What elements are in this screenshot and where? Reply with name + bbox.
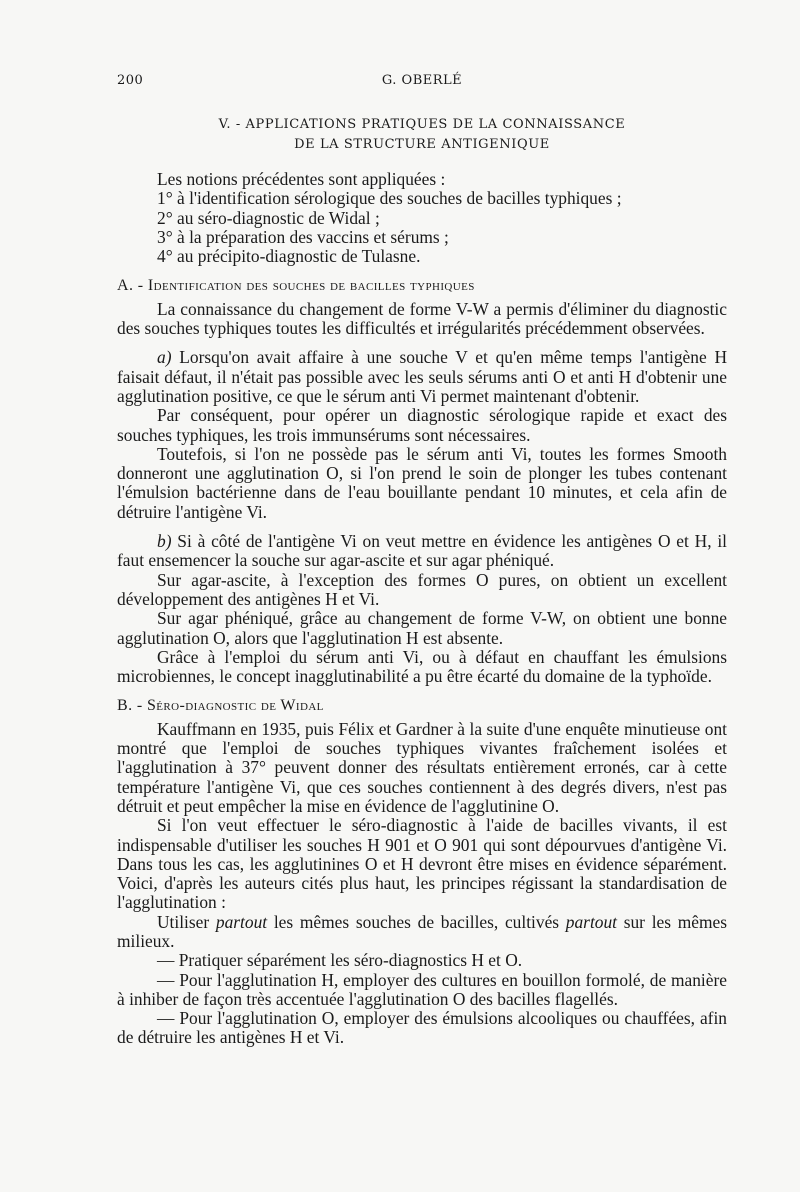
paragraph <box>117 348 727 406</box>
paragraph: — Pour l'agglutination H, employer des cultures en bouillon formolé, de manière à inhiber de façon très accentuée l'agglutination O des bacilles flagellés. <box>117 969 727 1009</box>
item-label: a) <box>157 347 172 368</box>
emphasis: partout <box>565 911 617 932</box>
page-number: 200 <box>117 73 144 88</box>
subsection-heading-a <box>117 276 727 295</box>
body-text <box>117 170 727 1048</box>
list-item: 3° à la préparation des vaccins et sérums ; <box>157 226 449 247</box>
section-title-line-1: V. - APPLICATIONS PRATIQUES DE LA CONNAISSANCE <box>218 117 626 132</box>
subsection-title: Identification des souches de bacilles typhiques <box>147 277 475 295</box>
text-run: les mêmes souches de bacilles, cultivés <box>267 911 566 932</box>
paragraph: Sur agar phéniqué, grâce au changement de forme V-W, on obtient une bonne agglutination O, alors que l'agglutination H est absente. <box>117 608 727 648</box>
paragraph: La connaissance du changement de forme V-W a permis d'éliminer du diagnostic des souches typhiques toutes les difficultés et irrégularités précédemment observées. <box>117 298 727 339</box>
list-item: 2° au séro-diagnostic de Widal ; <box>157 207 380 228</box>
list-item: 4° au précipito-diagnostic de Tulasne. <box>157 246 421 267</box>
section-title-line-2: DE LA STRUCTURE ANTIGENIQUE <box>294 137 550 152</box>
item-label: b) <box>157 531 172 552</box>
paragraph-text: Si à côté de l'antigène Vi on veut mettre en évidence les antigènes O et H, il faut ensemencer la souche sur agar-ascite et sur agar phéniqué. <box>117 531 727 571</box>
list-item: 1° à l'identification sérologique des souches de bacilles typhiques ; <box>157 188 622 209</box>
text-run: sur les mêmes milieux. <box>117 911 727 951</box>
running-title: G. OBERLÉ <box>381 73 463 88</box>
subsection-label: A. - <box>117 277 148 295</box>
paragraph: Grâce à l'emploi du sérum anti Vi, ou à défaut en chauffant les émulsions microbiennes, le concept inagglutinabilité a pu être écarté du domaine de la typhoïde. <box>117 646 727 687</box>
paragraph: Si l'on veut effectuer le séro-diagnostic à l'aide de bacilles vivants, il est indispensable d'utiliser les souches H 901 et O 901 qui sont dépourvues d'antigène Vi. Dans tous les cas, les agglutinines O et H devront être mises en évidence séparément. Voici, d'après les auteurs cités plus haut, les principes régissant la standardisation de l'agglutination : <box>117 815 727 913</box>
paragraph-text: Lorsqu'on avait affaire à une souche V et qu'en même temps l'antigène H faisait défaut, il n'était pas possible avec les seuls sérums anti O et anti H d'obtenir une agglutination positive, ce que le sérum anti Vi permet maintenant d'obtenir. <box>117 347 727 406</box>
paragraph: Par conséquent, pour opérer un diagnostic sérologique rapide et exact des souches typhiques, les trois immunsérums sont nécessaires. <box>117 405 727 445</box>
subsection-label: B. - <box>117 697 147 715</box>
subsection-title: Séro-diagnostic de Widal <box>147 697 324 715</box>
paragraph <box>117 532 727 571</box>
subsection-heading-b <box>117 696 727 715</box>
paragraph: — Pratiquer séparément les séro-diagnostics H et O. <box>157 950 523 971</box>
paragraph: Kauffmann en 1935, puis Félix et Gardner à la suite d'une enquête minutieuse ont montré que l'emploi de souches typhiques vivantes fraîchement isolées et l'agglutination à 37° peuvent donner des résultats entièrement erronés, car à cette température l'antigène Vi, que ces souches contiennent à des degrés divers, n'est pas détruit et peut empêcher la mise en évidence de l'agglutinine O. <box>117 718 727 816</box>
paragraph: Toutefois, si l'on ne possède pas le sérum anti Vi, toutes les formes Smooth donneront une agglutination O, si l'on prend le soin de plonger les tubes contenant l'émulsion bactérienne dans de l'eau bouillante pendant 10 minutes, et cela afin de détruire l'antigène Vi. <box>117 443 727 522</box>
paragraph: Sur agar-ascite, à l'exception des formes O pures, on obtient un excellent développement des antigènes H et Vi. <box>117 569 727 609</box>
paragraph: — Pour l'agglutination O, employer des émulsions alcooliques ou chauffées, afin de détruire les antigènes H et Vi. <box>117 1008 727 1048</box>
text-run: Utiliser <box>157 911 216 932</box>
section-title <box>117 115 727 155</box>
emphasis: partout <box>215 911 268 932</box>
intro-paragraph: Les notions précédentes sont appliquées : <box>157 169 446 189</box>
paragraph <box>117 913 727 952</box>
